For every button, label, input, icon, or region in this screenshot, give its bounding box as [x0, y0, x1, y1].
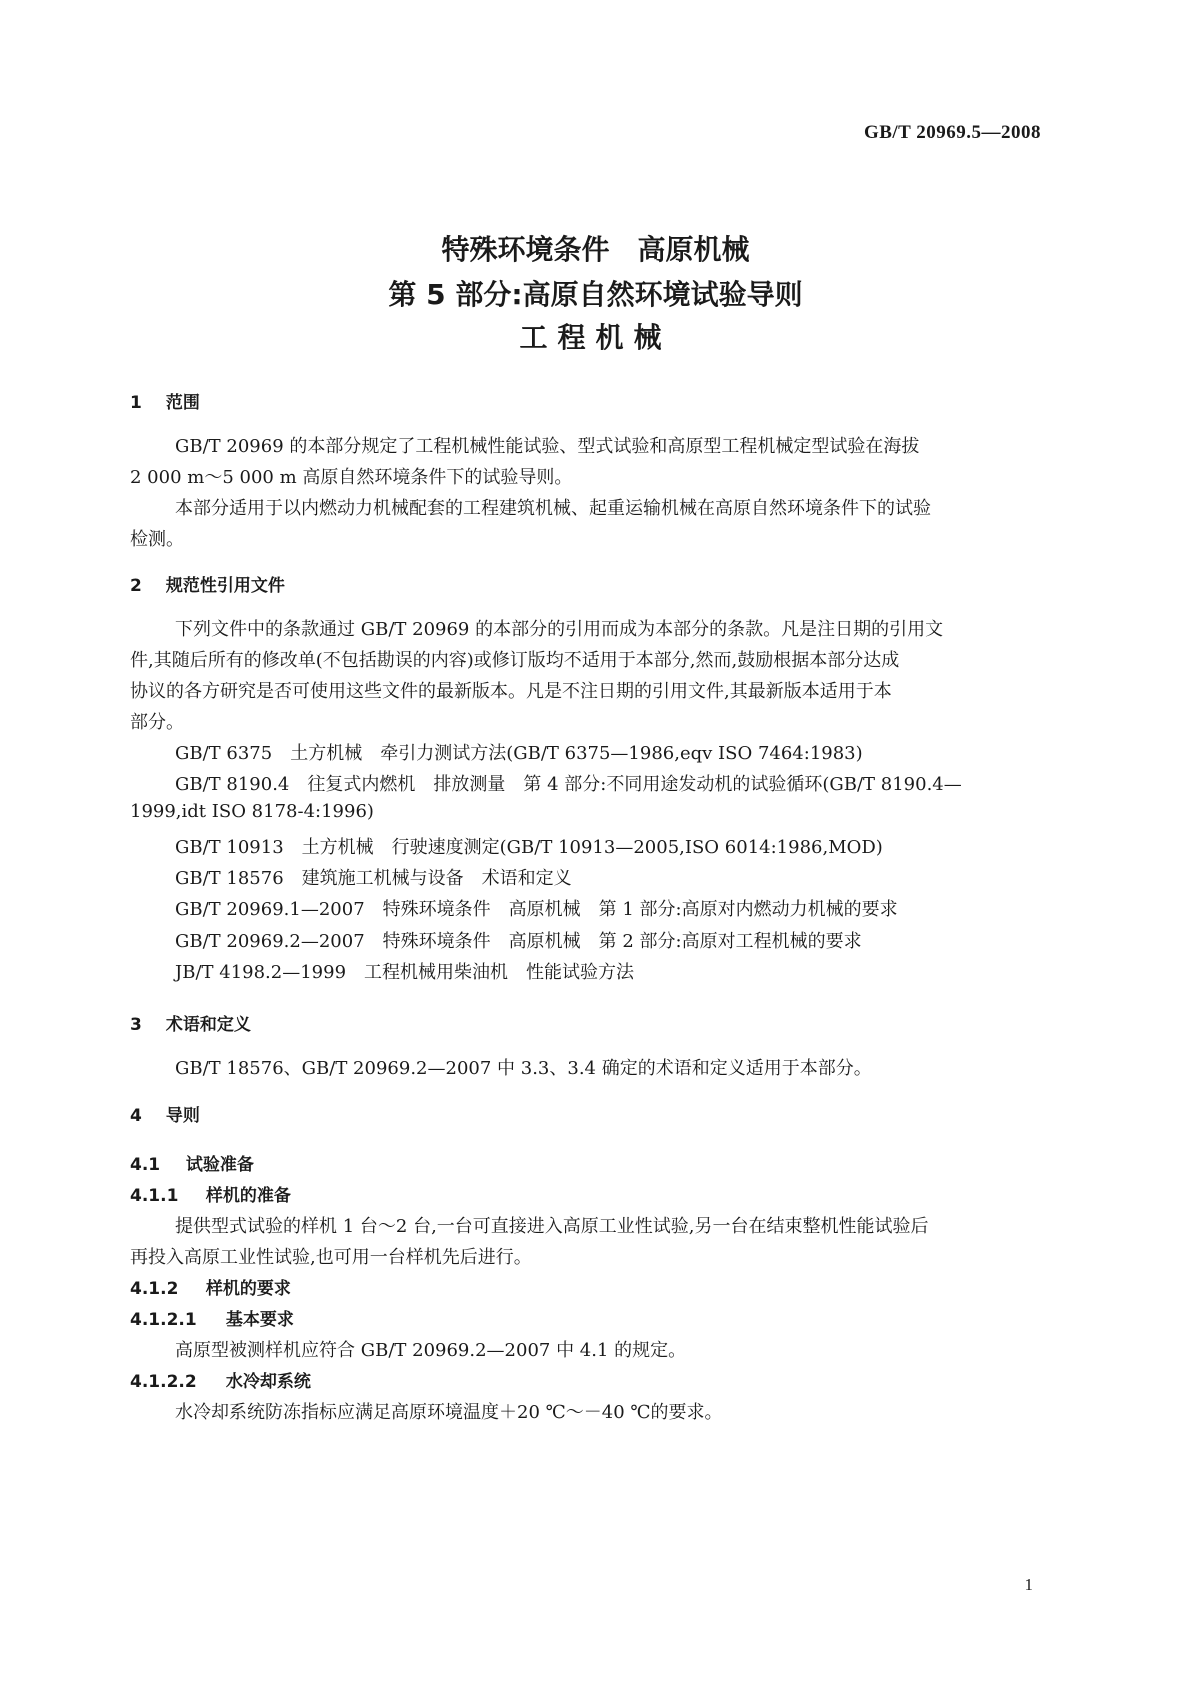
- section-title: 样机的准备: [205, 1186, 291, 1206]
- section-number: 2: [130, 576, 142, 596]
- reference-item: GB/T 6375 土方机械 牵引力测试方法(GB/T 6375—1986,eqv ISO 7464:1983): [175, 743, 863, 764]
- section-number: 4: [130, 1106, 142, 1126]
- paragraph-line: 协议的各方研究是否可使用这些文件的最新版本。凡是不注日期的引用文件,其最新版本适用于本: [130, 681, 892, 702]
- section-2-heading: [130, 571, 285, 596]
- paragraph-line: GB/T 20969 的本部分规定了工程机械性能试验、型式试验和高原型工程机械定型试验在海拔: [175, 436, 920, 457]
- section-title: 试验准备: [185, 1155, 254, 1175]
- title-line-1: 特殊环境条件 高原机械: [441, 233, 750, 266]
- section-4-1-heading: [130, 1150, 254, 1175]
- standard-number: GB/T 20969.5—2008: [863, 122, 1041, 143]
- paragraph-line: GB/T 18576、GB/T 20969.2—2007 中 3.3、3.4 确定的术语和定义适用于本部分。: [175, 1058, 872, 1079]
- section-title: 术语和定义: [165, 1015, 251, 1035]
- section-4-1-2-1-heading: [130, 1305, 294, 1330]
- paragraph-line: 下列文件中的条款通过 GB/T 20969 的本部分的引用而成为本部分的条款。凡是注日期的引用文: [175, 619, 944, 640]
- section-number: 4.1: [130, 1155, 161, 1175]
- section-title: 水冷却系统: [225, 1372, 311, 1392]
- section-number: 4.1.2.2: [130, 1372, 197, 1392]
- section-title: 导则: [165, 1106, 200, 1126]
- reference-item: GB/T 20969.1—2007 特殊环境条件 高原机械 第 1 部分:高原对内燃动力机械的要求: [175, 899, 898, 920]
- paragraph-line: 再投入高原工业性试验,也可用一台样机先后进行。: [130, 1247, 532, 1268]
- paragraph-line: 检测。: [130, 529, 184, 550]
- paragraph-line: 本部分适用于以内燃动力机械配套的工程建筑机械、起重运输机械在高原自然环境条件下的试验: [175, 498, 931, 519]
- section-4-1-2-2-heading: [130, 1367, 311, 1392]
- page-number: 1: [1024, 1575, 1033, 1594]
- section-1-heading: [130, 388, 200, 413]
- section-title: 范围: [165, 393, 200, 413]
- section-number: 4.1.2: [130, 1279, 179, 1299]
- reference-item: GB/T 10913 土方机械 行驶速度测定(GB/T 10913—2005,ISO 6014:1986,MOD): [175, 837, 883, 858]
- paragraph-line: 件,其随后所有的修改单(不包括勘误的内容)或修订版均不适用于本部分,然而,鼓励根据本部分达成: [130, 650, 900, 671]
- section-number: 1: [130, 393, 142, 413]
- paragraph-line: 高原型被测样机应符合 GB/T 20969.2—2007 中 4.1 的规定。: [175, 1340, 687, 1361]
- paragraph-line: 2 000 m～5 000 m 高原自然环境条件下的试验导则。: [130, 467, 573, 488]
- paragraph-line: 水冷却系统防冻指标应满足高原环境温度＋20 ℃～－40 ℃的要求。: [175, 1402, 723, 1423]
- reference-item-continuation: 1999,idt ISO 8178-4:1996): [130, 801, 374, 822]
- reference-item: GB/T 8190.4 往复式内燃机 排放测量 第 4 部分:不同用途发动机的试验循环(GB/T 8190.4—: [175, 774, 962, 795]
- section-3-heading: [130, 1010, 251, 1035]
- reference-item: GB/T 20969.2—2007 特殊环境条件 高原机械 第 2 部分:高原对工程机械的要求: [175, 931, 862, 952]
- reference-item: JB/T 4198.2—1999 工程机械用柴油机 性能试验方法: [175, 962, 635, 983]
- section-title: 规范性引用文件: [165, 576, 285, 596]
- title-line-3: 工程机械: [519, 321, 672, 354]
- section-4-1-1-heading: [130, 1181, 291, 1206]
- section-title: 样机的要求: [205, 1279, 291, 1299]
- title-line-2: 第 5 部分:高原自然环境试验导则: [388, 278, 803, 311]
- reference-item: GB/T 18576 建筑施工机械与设备 术语和定义: [175, 868, 572, 889]
- section-4-heading: [130, 1101, 200, 1126]
- section-title: 基本要求: [225, 1310, 294, 1330]
- section-4-1-2-heading: [130, 1274, 291, 1299]
- paragraph-line: 提供型式试验的样机 1 台～2 台,一台可直接进入高原工业性试验,另一台在结束整机性能试验后: [175, 1216, 929, 1237]
- section-number: 4.1.2.1: [130, 1310, 197, 1330]
- section-number: 4.1.1: [130, 1186, 179, 1206]
- paragraph-line: 部分。: [130, 712, 184, 733]
- section-number: 3: [130, 1015, 142, 1035]
